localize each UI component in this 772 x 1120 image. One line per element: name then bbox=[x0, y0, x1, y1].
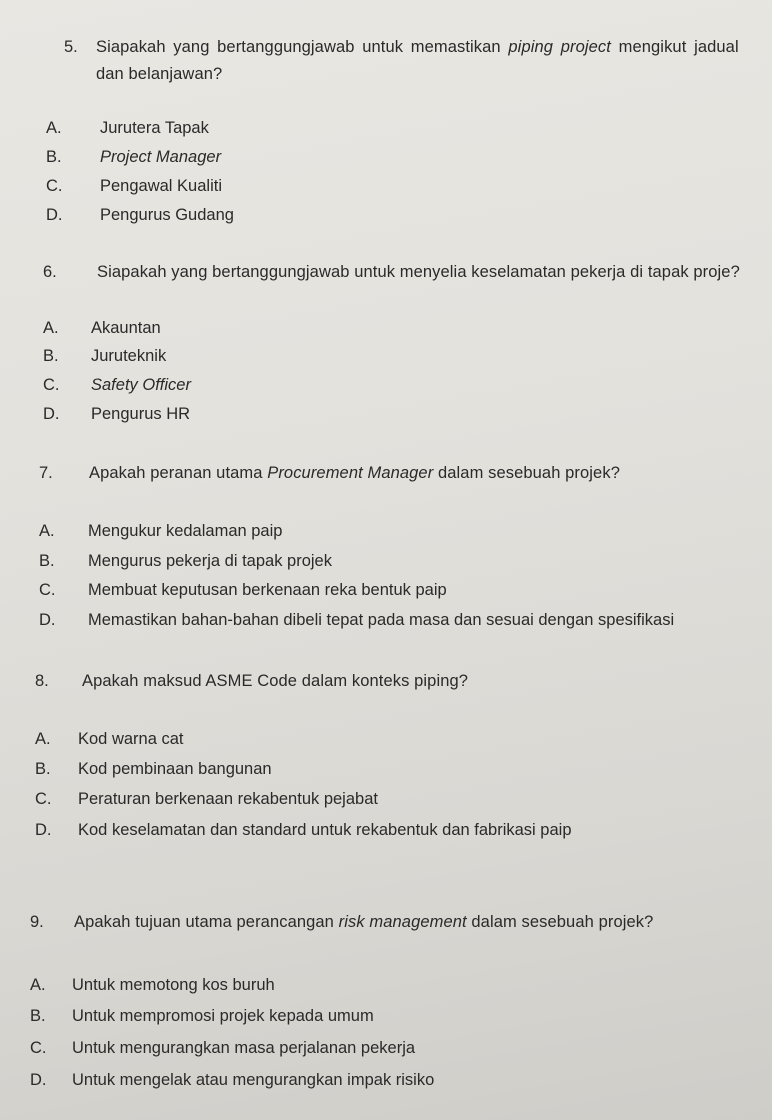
q9-option-a-letter: A. bbox=[30, 976, 46, 994]
q9-option-d-letter: D. bbox=[30, 1071, 47, 1089]
q8-option-a-text: Kod warna cat bbox=[78, 730, 184, 748]
question-9-text-part-1: Apakah tujuan utama perancangan bbox=[74, 913, 339, 931]
q5-option-b-text bbox=[100, 147, 221, 167]
question-7-text-part-1: Apakah peranan utama bbox=[89, 464, 268, 482]
q6-option-a-text: Akauntan bbox=[91, 319, 161, 337]
question-7-number: 7. bbox=[39, 464, 53, 482]
q7-option-b-text: Mengurus pekerja di tapak projek bbox=[88, 552, 332, 570]
question-8-number: 8. bbox=[35, 672, 49, 690]
q7-option-a-letter: A. bbox=[39, 522, 55, 540]
q7-option-d-text: Memastikan bahan-bahan dibeli tepat pada masa dan sesuai dengan spesifikasi bbox=[88, 611, 675, 629]
q7-option-b-letter: B. bbox=[39, 552, 55, 570]
question-6-number: 6. bbox=[43, 263, 57, 281]
q5-option-a-text: Jurutera Tapak bbox=[100, 119, 209, 137]
q9-option-c-letter: C. bbox=[30, 1039, 47, 1057]
q9-option-b-text: Untuk mempromosi projek kepada umum bbox=[72, 1007, 374, 1025]
q7-option-d-letter: D. bbox=[39, 611, 56, 629]
q6-option-c-emphasis: Safety Officer bbox=[91, 376, 191, 394]
question-7-text bbox=[89, 463, 620, 483]
q6-option-c-letter: C. bbox=[43, 376, 60, 394]
q9-option-a-text: Untuk memotong kos buruh bbox=[72, 976, 275, 994]
q8-option-d-letter: D. bbox=[35, 821, 52, 839]
q9-option-c-text: Untuk mengurangkan masa perjalanan pekerja bbox=[72, 1039, 416, 1057]
question-7-text-part-3: dalam sesebuah projek? bbox=[433, 464, 620, 482]
q8-option-a-letter: A. bbox=[35, 730, 51, 748]
q6-option-d-letter: D. bbox=[43, 405, 60, 423]
q7-option-c-text: Membuat keputusan berkenaan reka bentuk paip bbox=[88, 581, 447, 599]
question-5-number: 5. bbox=[64, 38, 78, 56]
q6-option-c-text bbox=[91, 375, 191, 395]
q7-option-a-text: Mengukur kedalaman paip bbox=[88, 522, 283, 540]
q9-option-d-text: Untuk mengelak atau mengurangkan impak risiko bbox=[72, 1071, 435, 1089]
q6-option-d-text: Pengurus HR bbox=[91, 405, 191, 423]
question-9-number: 9. bbox=[30, 913, 44, 931]
question-5-text-part-1: Siapakah yang bertanggungjawab untuk memastikan bbox=[96, 38, 509, 56]
q5-option-a-letter: A. bbox=[46, 119, 62, 137]
q8-option-c-text: Peraturan berkenaan rekabentuk pejabat bbox=[78, 790, 378, 808]
q8-option-b-text: Kod pembinaan bangunan bbox=[78, 760, 272, 778]
q9-option-b-letter: B. bbox=[30, 1007, 46, 1025]
question-9-text-emphasis: risk management bbox=[338, 913, 467, 931]
question-6-text: Siapakah yang bertanggungjawab untuk menyelia keselamatan pekerja di tapak proje? bbox=[97, 263, 740, 281]
q6-option-b-text: Juruteknik bbox=[91, 347, 167, 365]
q5-option-c-letter: C. bbox=[46, 177, 63, 195]
question-5-text-line2: dan belanjawan? bbox=[96, 65, 223, 83]
question-7-text-emphasis: Procurement Manager bbox=[267, 464, 434, 482]
q5-option-c-text: Pengawal Kualiti bbox=[100, 177, 222, 195]
question-5-text-emphasis: piping project bbox=[508, 38, 611, 56]
q6-option-b-letter: B. bbox=[43, 347, 59, 365]
question-9-text bbox=[74, 912, 653, 932]
q7-option-c-letter: C. bbox=[39, 581, 56, 599]
q5-option-d-text: Pengurus Gudang bbox=[100, 206, 234, 224]
q5-option-d-letter: D. bbox=[46, 206, 63, 224]
q5-option-b-emphasis: Project Manager bbox=[100, 148, 222, 166]
question-5-text-part-3: mengikut jadual bbox=[610, 38, 739, 56]
question-5-text bbox=[96, 37, 739, 57]
q8-option-c-letter: C. bbox=[35, 790, 52, 808]
q5-option-b-letter: B. bbox=[46, 148, 62, 166]
q6-option-a-letter: A. bbox=[43, 319, 59, 337]
q8-option-b-letter: B. bbox=[35, 760, 51, 778]
q8-option-d-text: Kod keselamatan dan standard untuk rekabentuk dan fabrikasi paip bbox=[78, 821, 572, 839]
question-9-text-part-3: dalam sesebuah projek? bbox=[466, 913, 654, 931]
question-8-text: Apakah maksud ASME Code dalam konteks piping? bbox=[82, 672, 469, 690]
